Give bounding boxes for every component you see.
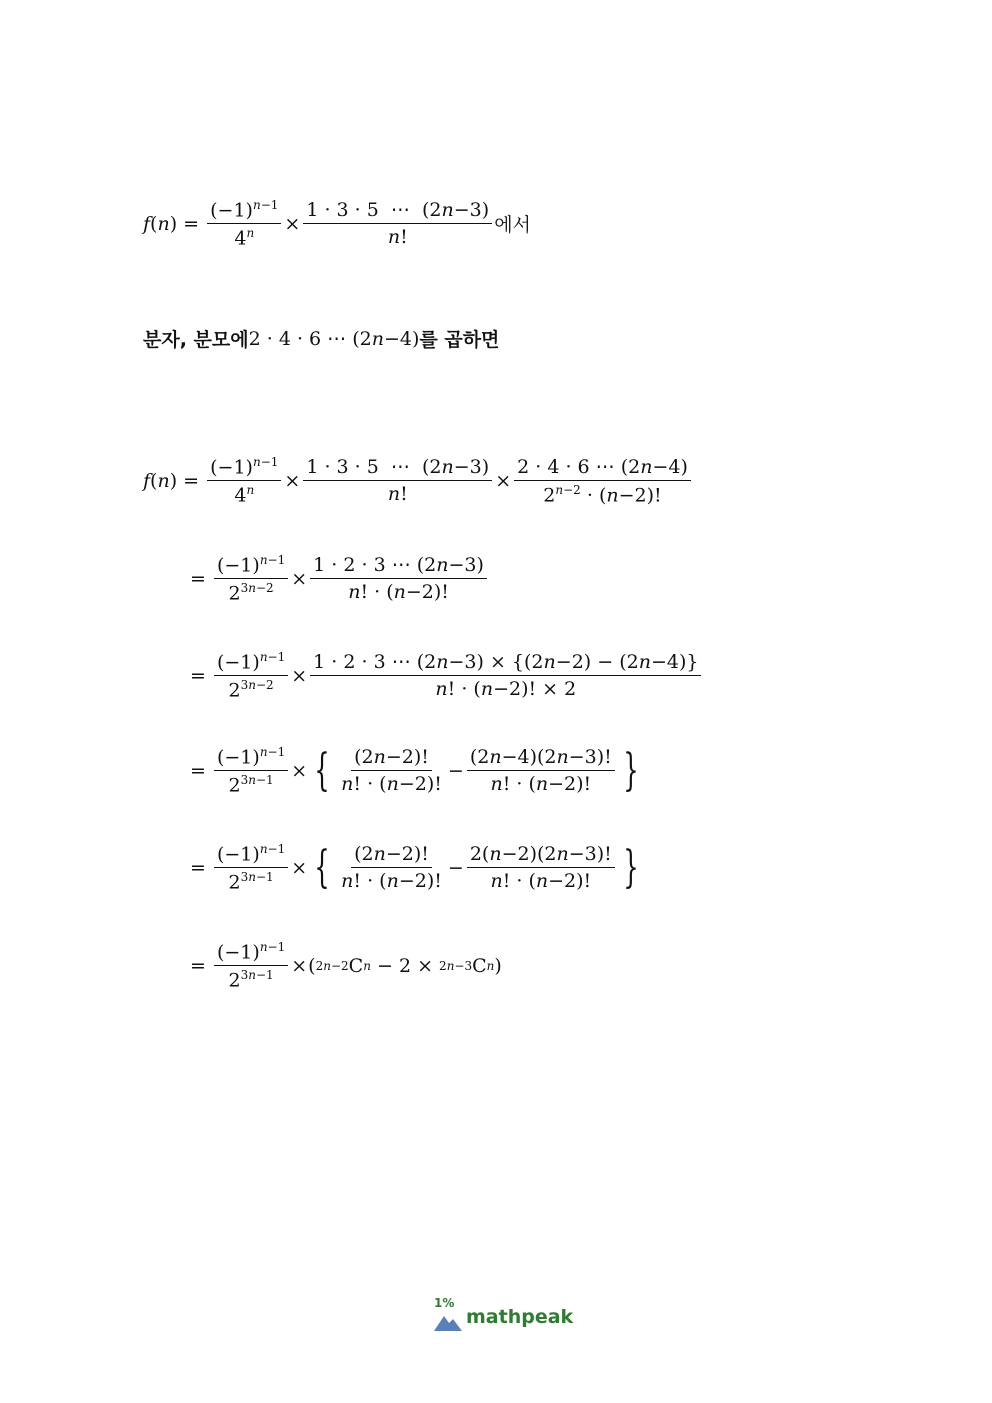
mountain-icon [434,1312,464,1332]
mathpeak-logo [434,1296,574,1336]
equation-line-5: = $\frac{(-1)^{n-1}}{2^{3n-2}}$ × $\frac{1 \cdot 2 \cdot 3 \cdots (2n-3) \times \{(2n-2) - (2n-4)\}}{n! \cdot (n-2)! \times 2}$ [190,650,703,702]
equation-line-4: = $\frac{(-1)^{n-1}}{2^{3n-2}}$ × $\frac{1 \cdot 2 \cdot 3 \cdots (2n-3)}{n! \cdot (n-2)!}$ [190,553,489,605]
equation-line-6: = $\frac{(-1)^{n-1}}{2^{3n-1}}$ × { $\frac{(2n-2)!}{n! \cdot (n-2)!}$ − $\frac{(2n-4)(2n-3)!}{n! \cdot (n-2)!}$ } [190,744,639,797]
instruction-math: 2 · 4 · 6 ⋯ (2n−4) [248,327,420,350]
logo-wordmark: mathpeak [466,1306,574,1328]
instruction-line [143,325,499,352]
equation-line-3: f ( n ) = $\frac{(-1)^{n-1}}{4^n}$ × $\frac{1 \cdot 3 \cdot 5 \cdots (2n-3)}{n!}$ × $\frac{2 \cdot 4 \cdot 6 \cdots (2n-4)}{2^{n-2} \cdot (n-2)!}$ [143,455,693,507]
equation-line-8: = $\frac{(-1)^{n-1}}{2^{3n-1}}$ × ( 2n−2 C n − 2 × 2n−3 C n ) [190,940,502,992]
logo-percent: 1% [434,1296,455,1310]
suffix-text: 에서 [494,214,531,237]
equation-line-1: f ( n ) = $\frac{(-1)^{n-1}}{4^n}$ × $\frac{1 \cdot 3 \cdot 5 \cdots (2n-3)}{n!}$ 에서 [143,198,531,250]
equation-line-7: = $\frac{(-1)^{n-1}}{2^{3n-1}}$ × { $\frac{(2n-2)!}{n! \cdot (n-2)!}$ − $\frac{2(n-2)(2n-3)!}{n! \cdot (n-2)!}$ } [190,841,639,894]
instruction-text-2: 를 곱하면 [419,329,500,351]
instruction-text-1: 분자, 분모에 [143,329,249,351]
